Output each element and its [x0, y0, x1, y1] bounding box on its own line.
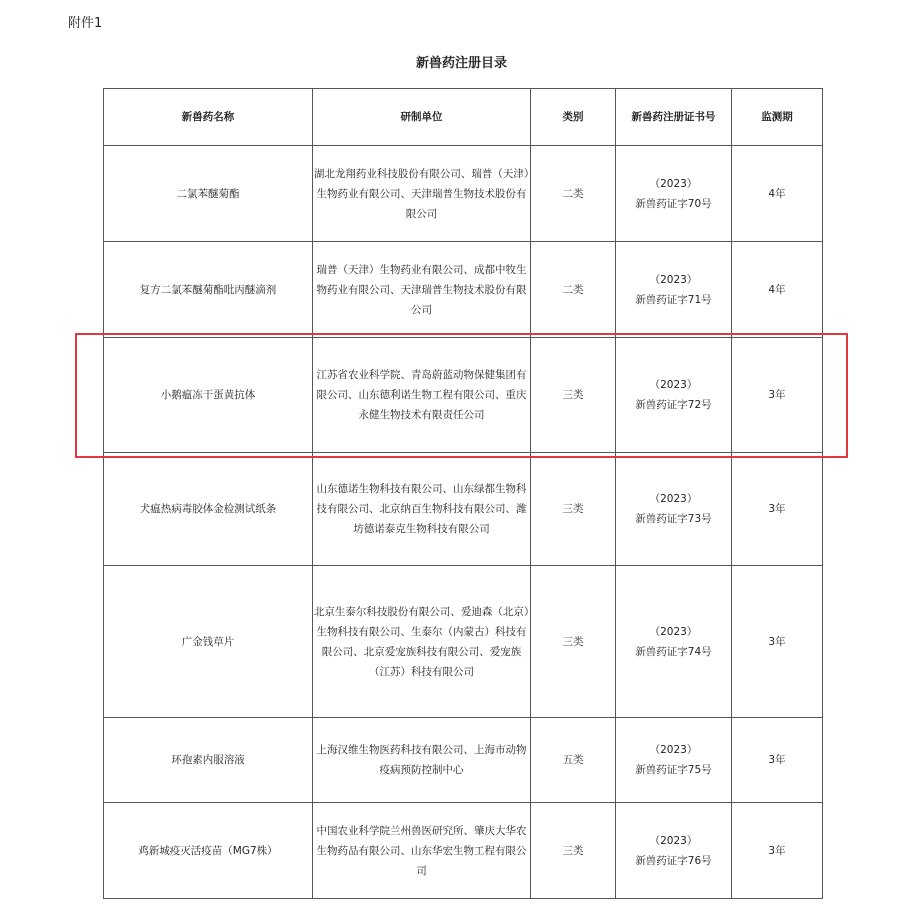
category-cell: 二类	[531, 146, 616, 242]
certificate-year: （2023）	[649, 625, 698, 638]
monitoring-period-cell: 3年	[732, 803, 823, 899]
certificate-cell	[616, 718, 732, 803]
drug-name-cell: 犬瘟热病毒胶体金检测试纸条	[104, 453, 313, 566]
category-cell: 三类	[531, 453, 616, 566]
category-cell: 三类	[531, 566, 616, 718]
monitoring-period-cell: 4年	[732, 146, 823, 242]
certificate-year: （2023）	[649, 744, 698, 756]
category-cell: 三类	[531, 803, 616, 899]
attachment-label: 附件1	[68, 16, 103, 31]
certificate-cell	[616, 146, 732, 242]
column-header-category: 类别	[531, 89, 616, 146]
certificate-number: 新兽药证字70号	[635, 197, 712, 210]
developer-cell: 瑞普（天津）生物药业有限公司、成都中牧生物药业有限公司、天津瑞普生物技术股份有限公司	[313, 242, 531, 338]
drug-name-cell: 复方二氯苯醚菊酯吡丙醚滴剂	[104, 242, 313, 338]
category-cell: 五类	[531, 718, 616, 803]
certificate-year: （2023）	[649, 177, 698, 190]
column-header-unit: 研制单位	[313, 89, 531, 146]
developer-cell: 北京生泰尔科技股份有限公司、爱迪森（北京）生物科技有限公司、生泰尔（内蒙古）科技有限公司、北京爱宠族科技有限公司、爱宠族（江苏）科技有限公司	[313, 566, 531, 718]
certificate-year: （2023）	[649, 379, 698, 391]
drug-name-cell: 广金钱草片	[104, 566, 313, 718]
developer-cell: 山东德诺生物科技有限公司、山东绿都生物科技有限公司、北京纳百生物科技有限公司、潍坊德诺泰克生物科技有限公司	[313, 453, 531, 566]
drug-name-cell: 二氯苯醚菊酯	[104, 146, 313, 242]
registry-table	[103, 88, 823, 899]
certificate-cell	[616, 803, 732, 899]
drug-name-cell: 小鹅瘟冻干蛋黄抗体	[104, 338, 313, 453]
category-cell: 三类	[531, 338, 616, 453]
drug-name-cell: 环孢素内服溶液	[104, 718, 313, 803]
table-row	[104, 566, 823, 718]
column-header-cert: 新兽药注册证书号	[616, 89, 732, 146]
certificate-year: （2023）	[649, 493, 698, 505]
certificate-number: 新兽药证字72号	[635, 399, 712, 411]
column-header-period: 监测期	[732, 89, 823, 146]
certificate-cell	[616, 338, 732, 453]
certificate-cell	[616, 453, 732, 566]
table-row	[104, 242, 823, 338]
monitoring-period-cell: 3年	[732, 453, 823, 566]
certificate-number: 新兽药证字71号	[635, 293, 712, 306]
table-header-row	[104, 89, 823, 146]
column-header-name: 新兽药名称	[104, 89, 313, 146]
category-cell: 二类	[531, 242, 616, 338]
certificate-cell	[616, 566, 732, 718]
monitoring-period-cell: 3年	[732, 338, 823, 453]
certificate-number: 新兽药证字74号	[635, 645, 712, 658]
certificate-cell	[616, 242, 732, 338]
developer-cell: 上海汉维生物医药科技有限公司、上海市动物疫病预防控制中心	[313, 718, 531, 803]
developer-cell: 湖北龙翔药业科技股份有限公司、瑞普（天津）生物药业有限公司、天津瑞普生物技术股份有限公司	[313, 146, 531, 242]
certificate-year: （2023）	[649, 273, 698, 286]
table-row	[104, 146, 823, 242]
certificate-number: 新兽药证字76号	[635, 854, 712, 867]
certificate-number: 新兽药证字73号	[635, 513, 712, 525]
table-row	[104, 453, 823, 566]
drug-name-cell: 鸡新城疫灭活疫苗（MG7株）	[104, 803, 313, 899]
monitoring-period-cell: 3年	[732, 566, 823, 718]
monitoring-period-cell: 3年	[732, 718, 823, 803]
page-title: 新兽药注册目录	[415, 56, 507, 71]
certificate-number: 新兽药证字75号	[635, 764, 712, 776]
table-row	[104, 803, 823, 899]
table-row	[104, 718, 823, 803]
developer-cell: 中国农业科学院兰州兽医研究所、肇庆大华农生物药品有限公司、山东华宏生物工程有限公司	[313, 803, 531, 899]
monitoring-period-cell: 4年	[732, 242, 823, 338]
certificate-year: （2023）	[649, 834, 698, 847]
table-row	[104, 338, 823, 453]
developer-cell: 江苏省农业科学院、青岛蔚蓝动物保健集团有限公司、山东德利诺生物工程有限公司、重庆永健生物技术有限责任公司	[313, 338, 531, 453]
